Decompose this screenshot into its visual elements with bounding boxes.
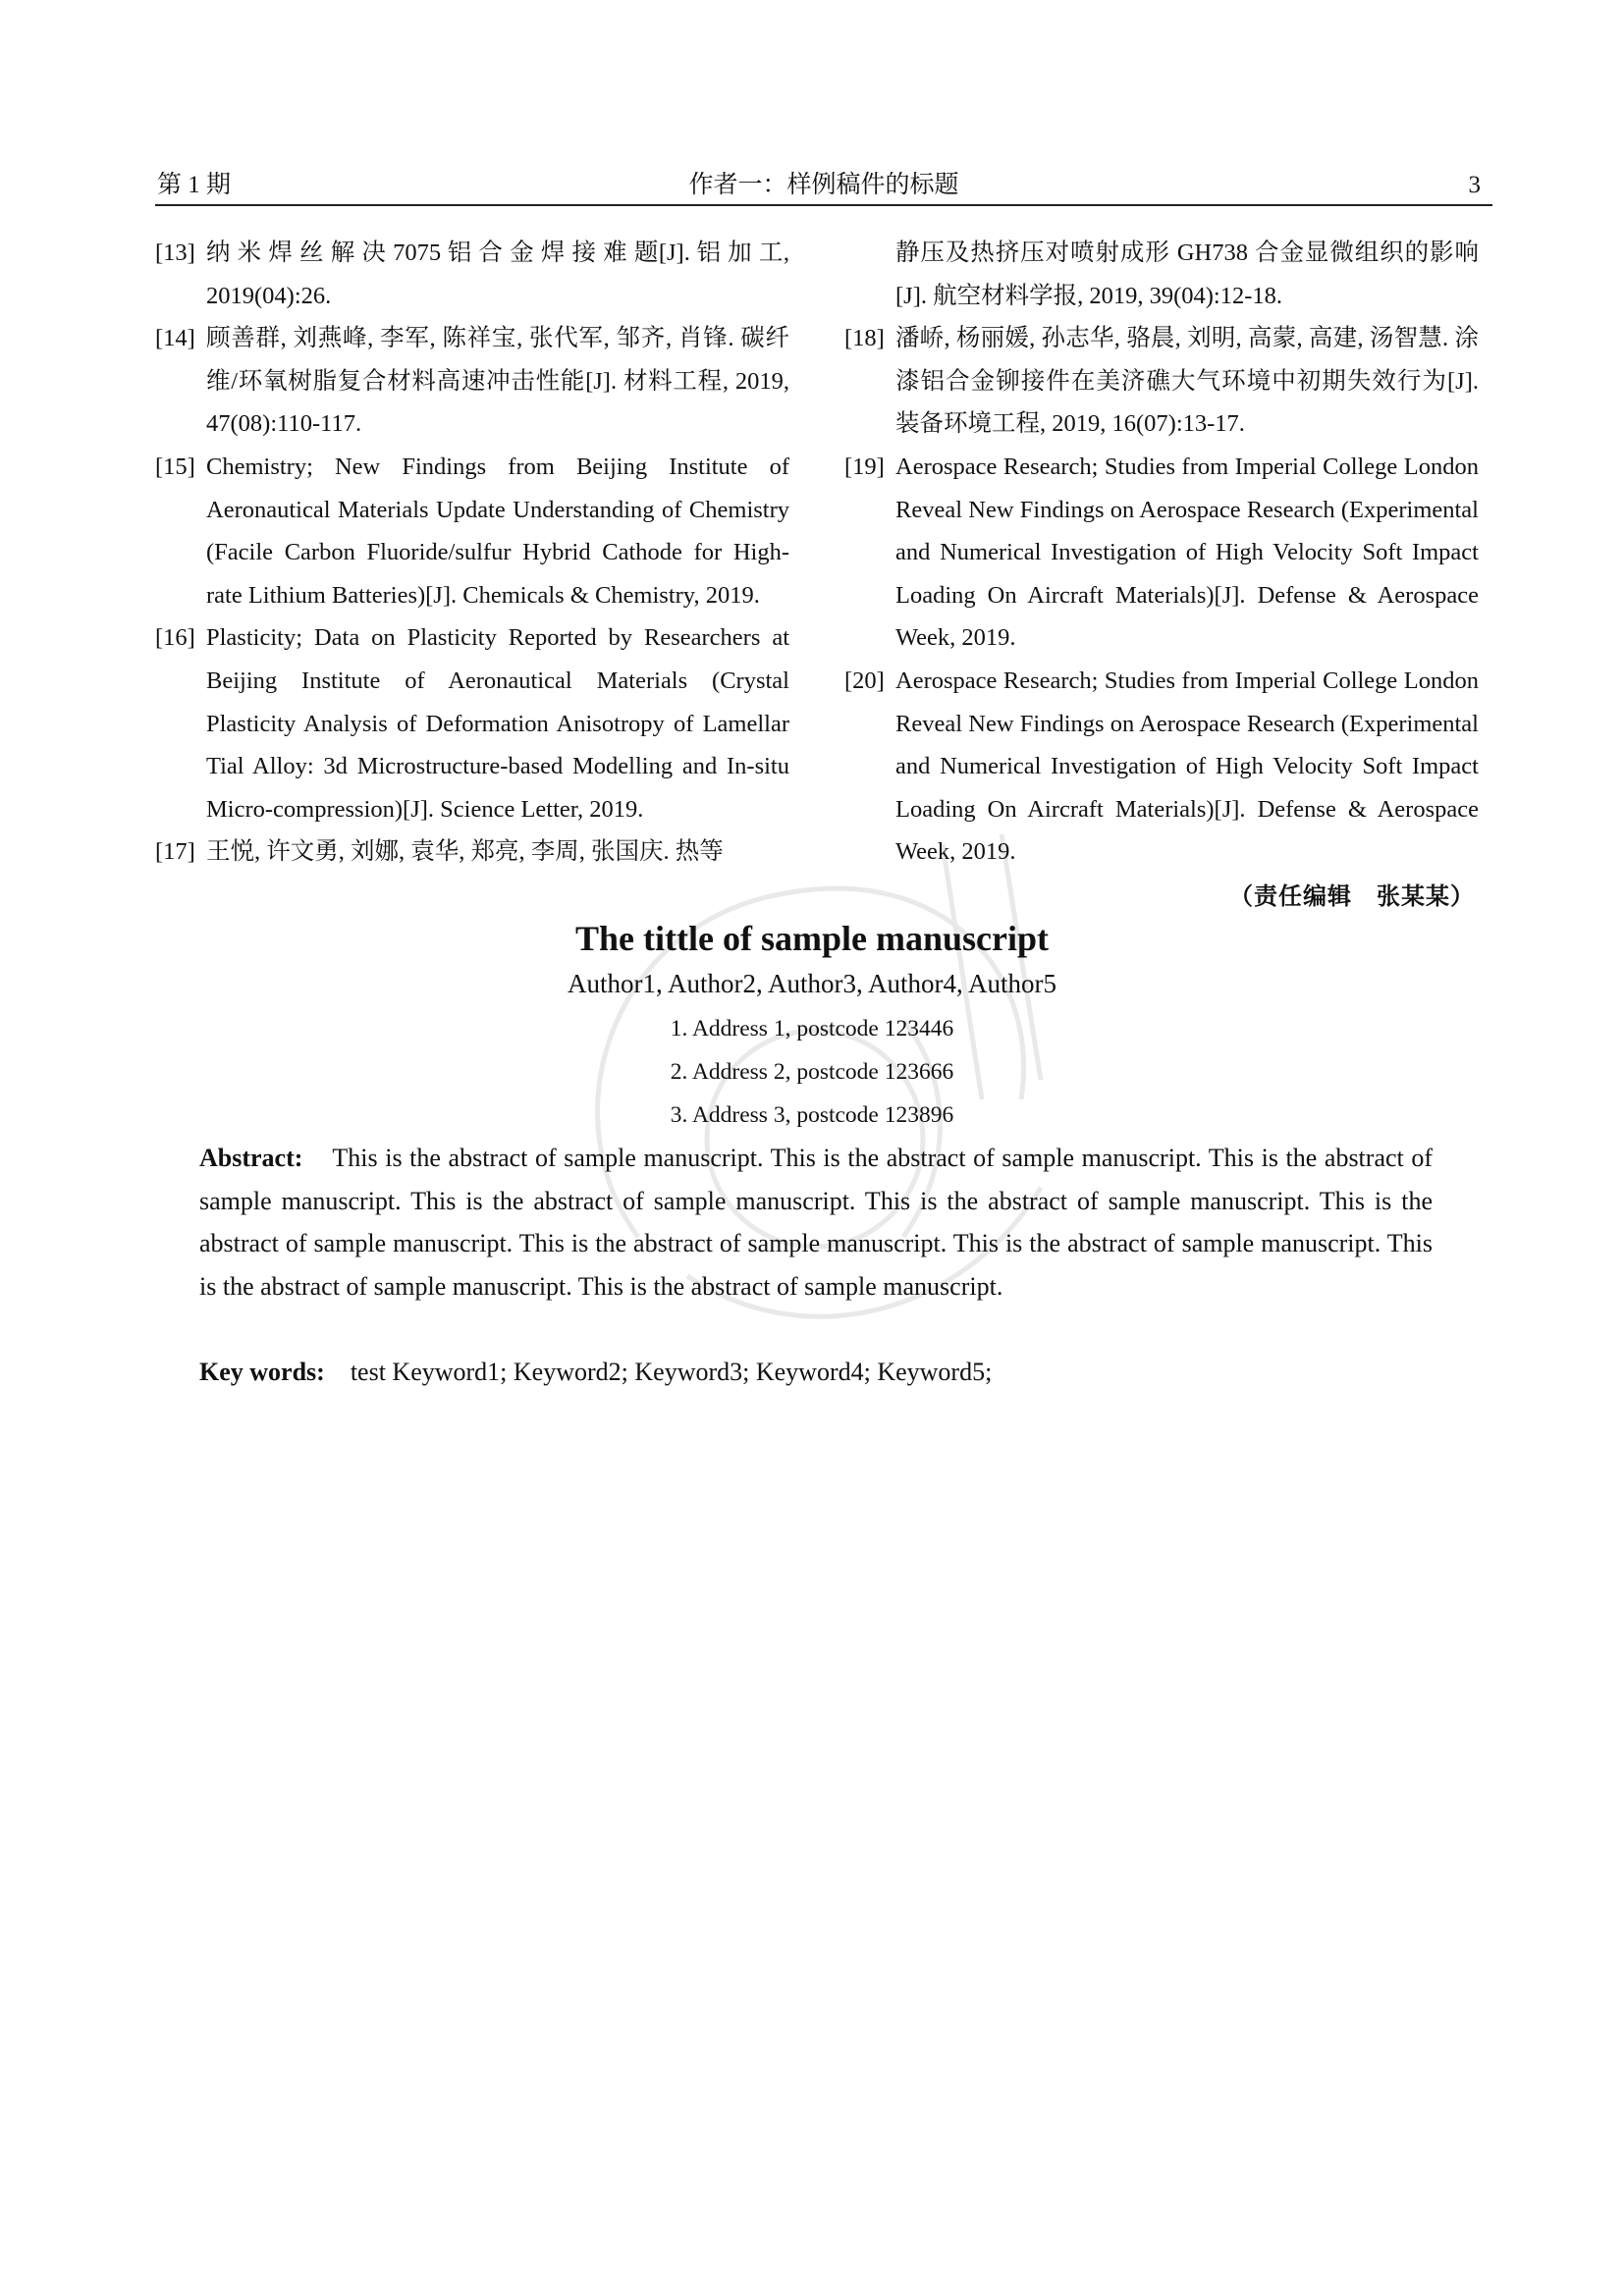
reference-number: [18] bbox=[844, 325, 885, 352]
reference-number: [19] bbox=[844, 453, 885, 480]
reference-number: [17] bbox=[155, 838, 195, 866]
reference-text: Plasticity; Data on Plasticity Reported by Researchers at Beijing Institute of Aeronautical Materials (Crystal Plasticity Analysis of Deformation Anisotropy of Lamellar Tial Alloy: 3d Microstructure-based Modelling and In-situ Micro-compression)[J]. Science Letter, 2019. bbox=[206, 624, 789, 823]
issue-label: 第 1 期 bbox=[157, 172, 232, 198]
keywords-label: Key words: bbox=[199, 1358, 325, 1386]
running-header bbox=[155, 169, 1492, 206]
keywords-text: test Keyword1; Keyword2; Keyword3; Keyword4; Keyword5; bbox=[350, 1358, 993, 1386]
responsible-editor: （责任编辑 张某某） bbox=[1229, 882, 1475, 910]
reference-number: [13] bbox=[155, 240, 195, 266]
author-list: Author1, Author2, Author3, Author4, Author5 bbox=[568, 969, 1056, 998]
affiliation: 3. Address 3, postcode 123896 bbox=[670, 1102, 954, 1128]
abstract-paragraph bbox=[199, 1137, 1433, 1308]
abstract-text: This is the abstract of sample manuscript. This is the abstract of sample manuscript. This is the abstract of sample manuscript. This is the abstract of sample manuscript. This is the abstract of sample manuscript. This is the abstract of sample manuscript. This is the abstract of sample manuscript. This is the abstract of sample manuscript. This is the abstract of sample manuscript. This is the abstract of sample manuscript. bbox=[199, 1144, 1433, 1301]
reference-item bbox=[844, 660, 1479, 874]
reference-text: 静压及热挤压对喷射成形 GH738 合金显微组织的影响[J]. 航空材料学报, 2019, 39(04):12-18. bbox=[895, 240, 1479, 309]
reference-continuation bbox=[844, 232, 1479, 317]
reference-text: 顾善群, 刘燕峰, 李军, 陈祥宝, 张代军, 邹齐, 肖锋. 碳纤维/环氧树脂复合材料高速冲击性能[J]. 材料工程, 2019, 47(08):110-117. bbox=[206, 325, 789, 438]
reference-number: [15] bbox=[155, 453, 195, 480]
affiliation: 2. Address 2, postcode 123666 bbox=[670, 1059, 954, 1085]
running-title: 作者一：样例稿件的标题 bbox=[688, 172, 959, 198]
reference-text: 纳 米 焊 丝 解 决 7075 铝 合 金 焊 接 难 题[J]. 铝 加 工, 2019(04):26. bbox=[206, 240, 789, 309]
reference-number: [20] bbox=[844, 667, 885, 694]
reference-text: Aerospace Research; Studies from Imperial College London Reveal New Findings on Aerospace Research (Experimental and Numerical Investigation of High Velocity Soft Impact Loading On Aircraft Materials)[J]. Defense & Aerospace Week, 2019. bbox=[895, 453, 1479, 652]
references-left-column bbox=[155, 232, 789, 874]
reference-item bbox=[155, 446, 789, 616]
affiliation-list bbox=[0, 1007, 1624, 1137]
reference-number: [14] bbox=[155, 325, 195, 352]
english-title: The tittle of sample manuscript bbox=[575, 919, 1049, 958]
reference-text: Aerospace Research; Studies from Imperial College London Reveal New Findings on Aerospace Research (Experimental and Numerical Investigation of High Velocity Soft Impact Loading On Aircraft Materials)[J]. Defense & Aerospace Week, 2019. bbox=[895, 667, 1479, 866]
keywords-line bbox=[199, 1351, 1433, 1394]
reference-number: [16] bbox=[155, 624, 195, 652]
page-number: 3 bbox=[1468, 172, 1481, 198]
reference-item bbox=[155, 616, 789, 830]
affiliation: 1. Address 1, postcode 123446 bbox=[670, 1016, 954, 1041]
abstract-label: Abstract: bbox=[199, 1144, 303, 1172]
reference-text: Chemistry; New Findings from Beijing Institute of Aeronautical Materials Update Understanding of Chemistry (Facile Carbon Fluoride/sulfur Hybrid Cathode for High-rate Lithium Batteries)[J]. Chemicals & Chemistry, 2019. bbox=[206, 453, 789, 609]
reference-item bbox=[155, 317, 789, 446]
references-right-column bbox=[844, 232, 1479, 874]
reference-item bbox=[844, 446, 1479, 660]
reference-item bbox=[155, 232, 789, 317]
reference-item bbox=[155, 830, 789, 874]
reference-text: 潘峤, 杨丽媛, 孙志华, 骆晨, 刘明, 高蒙, 高建, 汤智慧. 涂漆铝合金铆接件在美济礁大气环境中初期失效行为[J]. 装备环境工程, 2019, 16(07):13-17. bbox=[895, 325, 1479, 438]
reference-text: 王悦, 许文勇, 刘娜, 袁华, 郑亮, 李周, 张国庆. 热等 bbox=[206, 838, 724, 866]
reference-item bbox=[844, 317, 1479, 446]
